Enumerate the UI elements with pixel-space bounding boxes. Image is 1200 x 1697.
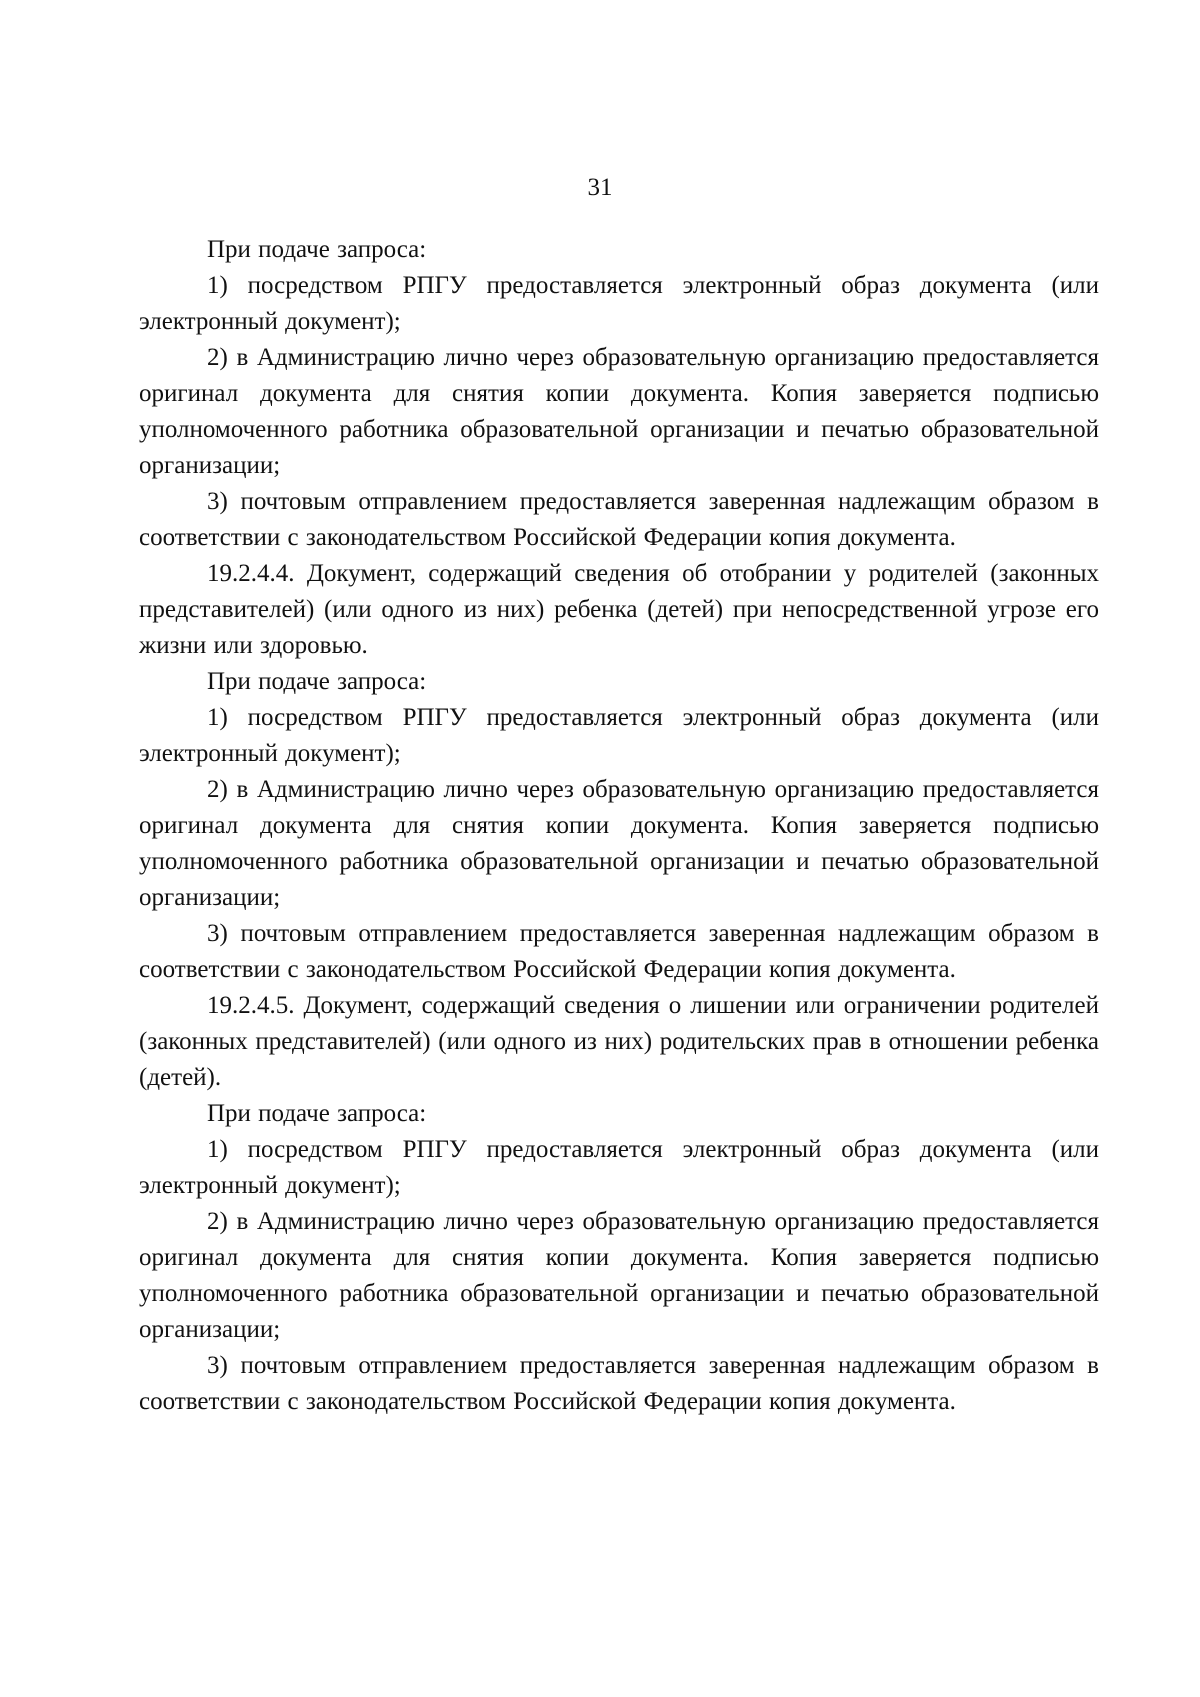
paragraph-item-administration-2: 2) в Администрацию лично через образовательную организацию предоставляется оригинал документа для снятия копии документа. Копия заверяется подписью уполномоченного работника образовательной организации и печатью образовательной организации; xyxy=(139,776,1099,911)
paragraph-intro-3: При подаче запроса: xyxy=(207,1100,427,1127)
paragraph-item-mail-3: 3) почтовым отправлением предоставляется заверенная надлежащим образом в соответствии с законодательством Российской Федерации копия документа. xyxy=(139,1352,1099,1415)
paragraph-section-19-2-4-4: 19.2.4.4. Документ, содержащий сведения об отобрании у родителей (законных представителей) (или одного из них) ребенка (детей) при непосредственной угрозе его жизни или здоровью. xyxy=(139,560,1099,659)
page-number: 31 xyxy=(587,174,613,201)
paragraph-item-administration-3: 2) в Администрацию лично через образовательную организацию предоставляется оригинал документа для снятия копии документа. Копия заверяется подписью уполномоченного работника образовательной организации и печатью образовательной организации; xyxy=(139,1208,1099,1343)
paragraph-item-rpgu-3: 1) посредством РПГУ предоставляется электронный образ документа (или электронный документ); xyxy=(139,1136,1099,1199)
paragraph-item-mail-2: 3) почтовым отправлением предоставляется заверенная надлежащим образом в соответствии с законодательством Российской Федерации копия документа. xyxy=(139,920,1099,983)
paragraph-intro-2: При подаче запроса: xyxy=(207,668,427,695)
paragraph-intro-1: При подаче запроса: xyxy=(207,236,427,263)
paragraph-item-rpgu-2: 1) посредством РПГУ предоставляется электронный образ документа (или электронный документ); xyxy=(139,704,1099,767)
paragraph-item-rpgu-1: 1) посредством РПГУ предоставляется электронный образ документа (или электронный документ); xyxy=(139,272,1099,335)
document-body xyxy=(139,232,1099,1420)
paragraph-item-administration-1: 2) в Администрацию лично через образовательную организацию предоставляется оригинал документа для снятия копии документа. Копия заверяется подписью уполномоченного работника образовательной организации и печатью образовательной организации; xyxy=(139,344,1099,479)
paragraph-section-19-2-4-5: 19.2.4.5. Документ, содержащий сведения о лишении или ограничении родителей (законных представителей) (или одного из них) родительских прав в отношении ребенка (детей). xyxy=(139,992,1099,1091)
paragraph-item-mail-1: 3) почтовым отправлением предоставляется заверенная надлежащим образом в соответствии с законодательством Российской Федерации копия документа. xyxy=(139,488,1099,551)
